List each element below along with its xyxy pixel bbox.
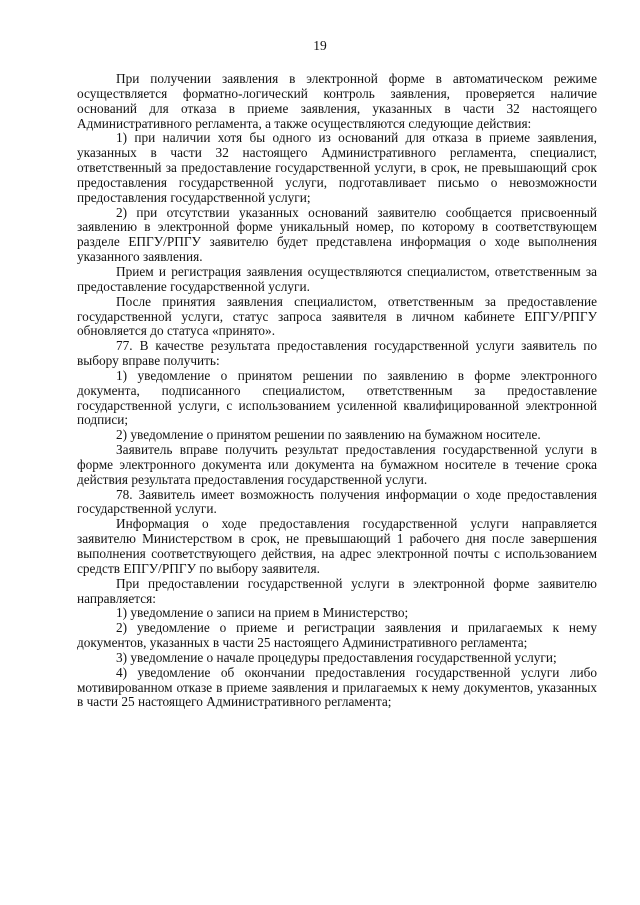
- paragraph: Прием и регистрация заявления осуществляются специалистом, ответственным за предоставление государственной услуги.: [77, 263, 597, 294]
- paragraph: При получении заявления в электронной форме в автоматическом режиме осуществляется форматно-логический контроль заявления, проверяется наличие оснований для отказа в приеме заявления, указанных в части 32 настоящего Административного регламента, а также осуществляются следующие действия:: [77, 71, 597, 131]
- paragraph: 3) уведомление о начале процедуры предоставления государственной услуги;: [116, 649, 557, 665]
- document-body: [77, 72, 597, 710]
- paragraph: После принятия заявления специалистом, ответственным за предоставление государственной услуги, статус запроса заявителя в личном кабинете ЕПГУ/РПГУ обновляется до статуса «принято».: [77, 293, 597, 339]
- page-number: 19: [313, 38, 327, 53]
- paragraph: 1) уведомление о записи на прием в Министерство;: [116, 605, 409, 621]
- paragraph: Информация о ходе предоставления государственной услуги направляется заявителю Министерством в срок, не превышающий 1 рабочего дня после завершения выполнения соответствующего действия, на адрес электронной почты с использованием средств ЕПГУ/РПГУ по выбору заявителя.: [77, 516, 597, 576]
- paragraph: 1) при наличии хотя бы одного из оснований для отказа в приеме заявления, указанных в части 32 настоящего Административного регламента, специалист, ответственный за предоставление государственной услуги, в срок, не превышающий срок предоставления государственной услуги, подготавливает письмо о невозможности предоставления государственной услуги;: [77, 130, 597, 205]
- paragraph: При предоставлении государственной услуги в электронной форме заявителю направляется:: [77, 575, 597, 606]
- paragraph: 4) уведомление об окончании предоставления государственной услуги либо мотивированном отказе в приеме заявления и прилагаемых к нему документов, указанных в части 25 настоящего Административного регламента;: [77, 664, 597, 710]
- paragraph: 77. В качестве результата предоставления государственной услуги заявитель по выбору вправе получить:: [77, 338, 597, 369]
- paragraph: 2) уведомление о принятом решении по заявлению на бумажном носителе.: [116, 427, 541, 443]
- paragraph: 78. Заявитель имеет возможность получения информации о ходе предоставления государственной услуги.: [77, 486, 597, 517]
- paragraph: 2) уведомление о приеме и регистрации заявления и прилагаемых к нему документов, указанных в части 25 настоящего Административного регламента;: [77, 620, 597, 651]
- paragraph: 2) при отсутствии указанных оснований заявителю сообщается присвоенный заявлению в электронной форме уникальный номер, по которому в соответствующем разделе ЕПГУ/РПГУ заявителю будет представлена информация о ходе выполнения указанного заявления.: [77, 204, 597, 265]
- paragraph: Заявитель вправе получить результат предоставления государственной услуги в форме электронного документа или документа на бумажном носителе в течение срока действия результата предоставления государственной услуги.: [77, 442, 597, 487]
- paragraph: 1) уведомление о принятом решении по заявлению в форме электронного документа, подписанного специалистом, ответственным за предоставление государственной услуги, с использованием усиленной квалифицированной электронной подписи;: [77, 367, 597, 428]
